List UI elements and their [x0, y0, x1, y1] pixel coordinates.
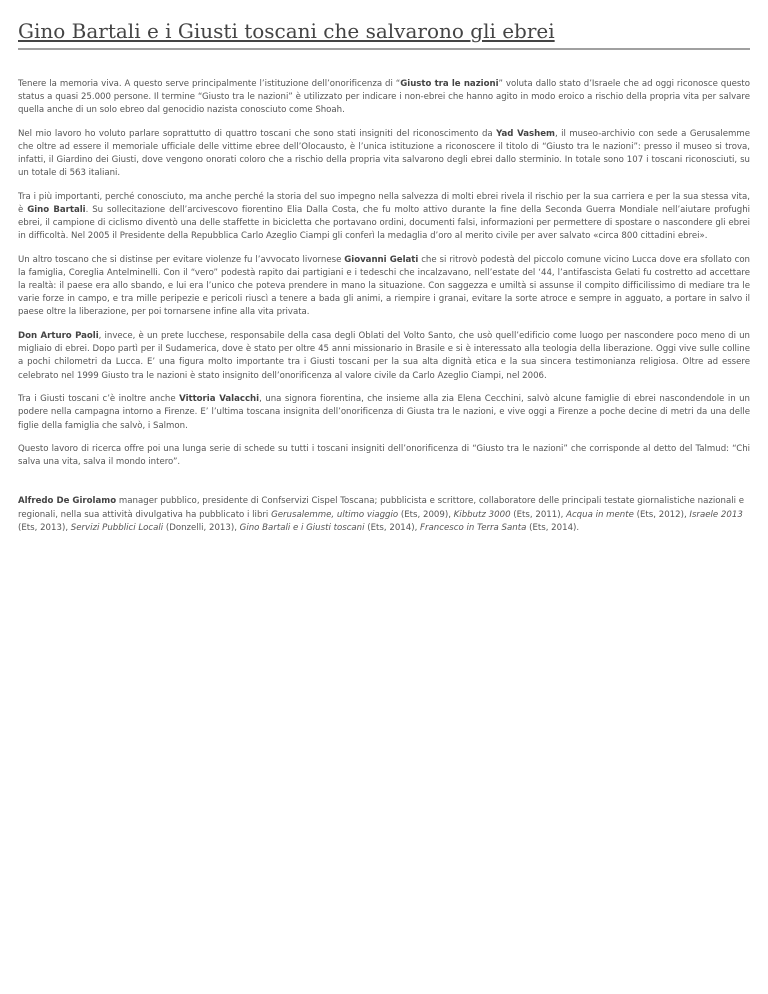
book-title: Servizi Pubblici Locali [70, 522, 164, 533]
bold-term-yad-vashem: Yad Vashem [496, 128, 555, 139]
book-title: Israele 2013 [689, 509, 743, 520]
article [18, 0, 750, 535]
book-title: Gerusalemme, ultimo viaggio [271, 509, 399, 520]
author-bio [18, 495, 750, 534]
book-title: Gino Bartali e i Giusti toscani [239, 522, 365, 533]
paragraph-5: Don Arturo Paoli, invece, è un prete lucchese, responsabile della casa degli Oblati del Volto Santo, che usò quell’edificio come luogo per nascondere poco meno di un migliaio di ebrei. Dopo partì per il Sudamerica, dove è stato per oltre 45 anni missionario in Brasile e si è interessato alla teologia della liberazione. Oggi vive sulle colline a pochi chilometri da Lucca. E’ una figura molto importante tra i Giusti toscani per la sua alta dignità etica e la sua sincera testimonianza religiosa. Oltre ad essere celebrato nel 1999 Giusto tra le nazioni è stato insignito dell’onorificenza al valore civile da Carlo Azeglio Ciampi, nel 2006. [18, 331, 750, 381]
book-title: Kibbutz 3000 [453, 509, 511, 520]
bold-name-vittoria-valacchi: Vittoria Valacchi [179, 394, 260, 405]
bold-name-gino-bartali: Gino Bartali [27, 205, 86, 216]
page-title: Gino Bartali e i Giusti toscani che salvarono gli ebrei [18, 19, 555, 43]
bold-term-giusto: Giusto tra le nazioni [400, 79, 499, 89]
paragraph-2: Nel mio lavoro ho voluto parlare soprattutto di quattro toscani che sono stati insigniti del riconoscimento da Yad Vashem, il museo-archivio con sede a Gerusalemme che oltre ad essere il memoriale ufficiale delle vittime ebree dell’Olocausto, è l’unica istituzione a riconoscere il titolo di “Giusto tra le nazioni”: presso il museo si trova, infatti, il Giardino dei Giusti, dove vengono onorati coloro che a rischio della propria vita salvarono degli ebrei dallo sterminio. In totale sono 107 i toscani riconosciuti, su un totale di 563 italiani. [18, 128, 750, 179]
paragraph-4: Un altro toscano che si distinse per evitare violenze fu l’avvocato livornese Giovanni Gelati che si ritrovò podestà del piccolo comune vicino Lucca dove era sfollato con la famiglia, Coreglia Antelminelli. Con il “vero” podestà rapito dai partigiani e i tedeschi che incalzavano, nell’estate del ‘44, l’antifascista Gelati fu costretto ad accettare la realtà: il paese era allo sbando, e lui era l’unico che poteva prendere in mano la situazione. Con saggezza e umiltà si assunse il compito difficilissimo di mediare tra le varie forze in campo, e tra mille peripezie e pericoli riuscì a tenere a bada gli animi, a riempire i granai, evitare la sorte atroce e sempre in agguato, a portare in salvo il paese oltre la liberazione, per poi tornarsene infine alla vita privata. [18, 255, 750, 318]
paragraph-1: Tenere la memoria viva. A questo serve principalmente l’istituzione dell’onorificenza di “Giusto tra le nazioni” voluta dallo stato d’Israele che ad oggi riconosce questo status a quasi 25.000 persone. Il termine “Giusto tra le nazioni” è utilizzato per indicare i non-ebrei che hanno agito in modo eroico a rischio della propria vita per salvare quella anche di un solo ebreo dal genocidio nazista conosciuto come Shoah. [18, 79, 750, 116]
book-title: Acqua in mente [566, 509, 634, 520]
bold-name-arturo-paoli: Don Arturo Paoli [18, 331, 99, 342]
paragraph-6: Tra i Giusti toscani c’è inoltre anche Vittoria Valacchi, una signora fiorentina, che insieme alla zia Elena Cecchini, salvò alcune famiglie di ebrei nascondendole in un podere nella campagna intorno a Firenze. E’ l’ultima toscana insignita dell’onorificenza di Giusta tra le nazioni, e vive oggi a Firenze a poche decine di metri da una delle figlie della famiglia che salvò, i Salmon. [18, 394, 750, 431]
paragraph-7: Questo lavoro di ricerca offre poi una lunga serie di schede su tutti i toscani insigniti dell’onorificenza di “Giusto tra le nazioni” che corrisponde al detto del Talmud: “Chi salva una vita, salva il mondo intero”. [18, 444, 750, 468]
book-title: Francesco in Terra Santa [420, 522, 527, 533]
title-divider [18, 48, 750, 50]
author-paragraph: Alfredo De Girolamo manager pubblico, presidente di Confservizi Cispel Toscana; pubblicista e scrittore, collaboratore delle principali testate giornalistiche nazionali e regionali, nella sua attività divulgativa ha pubblicato i libri Gerusalemme, ultimo viaggio (Ets, 2009), Kibbutz 3000 (Ets, 2011), Acqua in mente (Ets, 2012), Israele 2013 (Ets, 2013), Servizi Pubblici Locali (Donzelli, 2013), Gino Bartali e i Giusti toscani (Ets, 2014), Francesco in Terra Santa (Ets, 2014). [18, 496, 745, 533]
author-name: Alfredo De Girolamo [18, 496, 117, 507]
article-body [18, 78, 750, 469]
bold-name-giovanni-gelati: Giovanni Gelati [344, 255, 419, 266]
paragraph-3: Tra i più importanti, perché conosciuto, ma anche perché la storia del suo impegno nella salvezza di molti ebrei rivela il rischio per la sua carriera e per la sua stessa vita, è Gino Bartali. Su sollecitazione dell’arcivescovo fiorentino Elia Dalla Costa, che fu molto attivo durante la fine della Seconda Guerra Mondiale nell’aiutare profughi ebrei, il campione di ciclismo diventò una delle staffette in bicicletta che portavano ordini, documenti falsi, informazioni per permettere di spostare o nascondere gli ebrei in difficoltà. Nel 2005 il Presidente della Repubblica Carlo Azeglio Ciampi gli conferì la medaglia d’oro al merito civile per aver salvato «circa 800 cittadini ebrei». [18, 192, 750, 242]
